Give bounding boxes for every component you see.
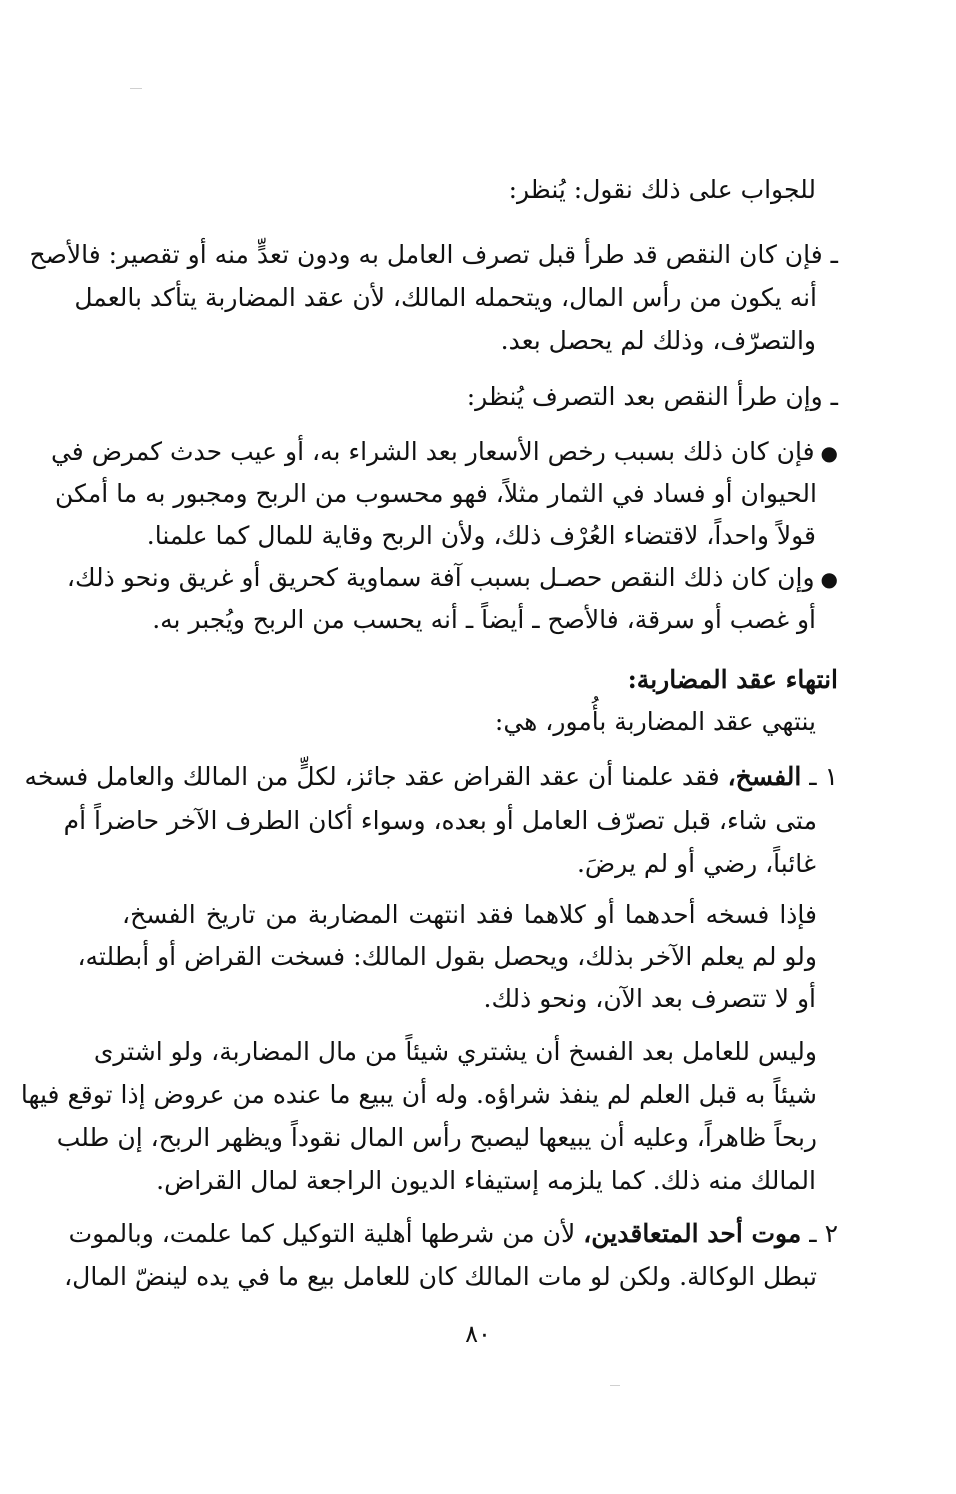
bullet-icon: ●	[820, 567, 838, 591]
paragraph-line: قولاً واحداً، لاقتضاء العُرْف ذلك، ولأن الربح وقاية للمال كما علمنا.	[146, 521, 816, 550]
paragraph-line: متى شاء، قبل تصرّف العامل أو بعده، وسواء أكان الطرف الآخر حاضراً أم	[63, 806, 817, 835]
item-text: فقد علمنا أن عقد القراض عقد جائز، لكلٍّ من المالك والعامل فسخه	[24, 762, 720, 791]
page-number: ٨٠	[465, 1320, 491, 1348]
paragraph-line: ربحاً ظاهراً، وعليه أن يبيعها ليصبح رأس المال نقوداً ويظهر الربح، إن طلب	[56, 1123, 817, 1152]
paragraph-line: الحيوان أو فساد في الثمار مثلاً، فهو محسوب من الربح ومجبور به ما أمكن	[55, 479, 817, 508]
intro-line: للجواب على ذلك نقول: يُنظر:	[508, 175, 816, 204]
bullet-icon: ●	[820, 441, 838, 465]
paragraph-line: غائباً، رضي أو لم يرضَ.	[576, 849, 816, 878]
item-title: موت أحد المتعاقدين،	[583, 1219, 802, 1248]
paragraph-line: المالك منه ذلك. كما يلزمه إستيفاء الديون الراجعة لمال القراض.	[156, 1166, 816, 1195]
item-title: الفسخ،	[727, 762, 802, 791]
bullet-text: وإن كان ذلك النقص حصـل بسبب آفة سماوية كحريق أو غريق ونحو ذلك،	[66, 563, 815, 592]
paragraph-line: أو غصب أو سرقة، فالأصح ـ أيضاً ـ أنه يحسب من الربح ويُجبر به.	[152, 605, 816, 634]
paragraph-line: والتصرّف، وذلك لم يحصل بعد.	[500, 326, 816, 355]
numbered-item-line	[68, 1212, 838, 1256]
paragraph-line: فإذا فسخه أحدهما أو كلاهما فقد انتهت المضاربة من تاريخ الفسخ،	[122, 900, 817, 929]
paragraph-line: أنه يكون من رأس المال، ويتحمله المالك، لأن عقد المضاربة يتأكد بالعمل	[74, 283, 817, 312]
bullet-line	[66, 556, 838, 601]
bullet-text: فإن كان ذلك بسبب رخص الأسعار بعد الشراء به، أو عيب حدث كمرض في	[50, 437, 815, 466]
item-number: ٢ ـ	[809, 1219, 838, 1248]
paragraph-line: ينتهي عقد المضاربة بأُمور، هي:	[494, 707, 816, 736]
scan-mark-top	[130, 88, 142, 89]
item-number: ١ ـ	[809, 762, 838, 791]
paragraph-line: وليس للعامل بعد الفسخ أن يشتري شيئاً من مال المضاربة، ولو اشترى	[93, 1037, 817, 1066]
bullet-line	[50, 430, 838, 475]
paragraph-line: تبطل الوكالة. ولكن لو مات المالك كان للعامل بيع ما في يده لينضّ المال،	[64, 1262, 817, 1291]
paragraph-line: ـ فإن كان النقص قد طرأ قبل تصرف العامل به ودون تعدٍّ منه أو تقصير: فالأصح	[29, 240, 838, 269]
item-text: لأن من شرطها أهلية التوكيل كما علمت، وبالموت	[68, 1219, 576, 1248]
paragraph-line: ـ وإن طرأ النقص بعد التصرف يُنظر:	[466, 382, 838, 411]
scan-mark-bottom	[610, 1385, 620, 1386]
numbered-item-line	[24, 755, 838, 799]
paragraph-line: أو لا تتصرف بعد الآن، ونحو ذلك.	[483, 984, 816, 1013]
paragraph-line: شيئاً به قبل العلم لم ينفذ شراؤه. وله أن يبيع ما عنده من عروض إذا توقع فيها	[20, 1080, 817, 1109]
paragraph-line: ولو لم يعلم الآخر بذلك، ويحصل بقول المالك: فسخت القراض أو أبطلته،	[77, 942, 817, 971]
section-heading: انتهاء عقد المضاربة:	[627, 665, 838, 694]
